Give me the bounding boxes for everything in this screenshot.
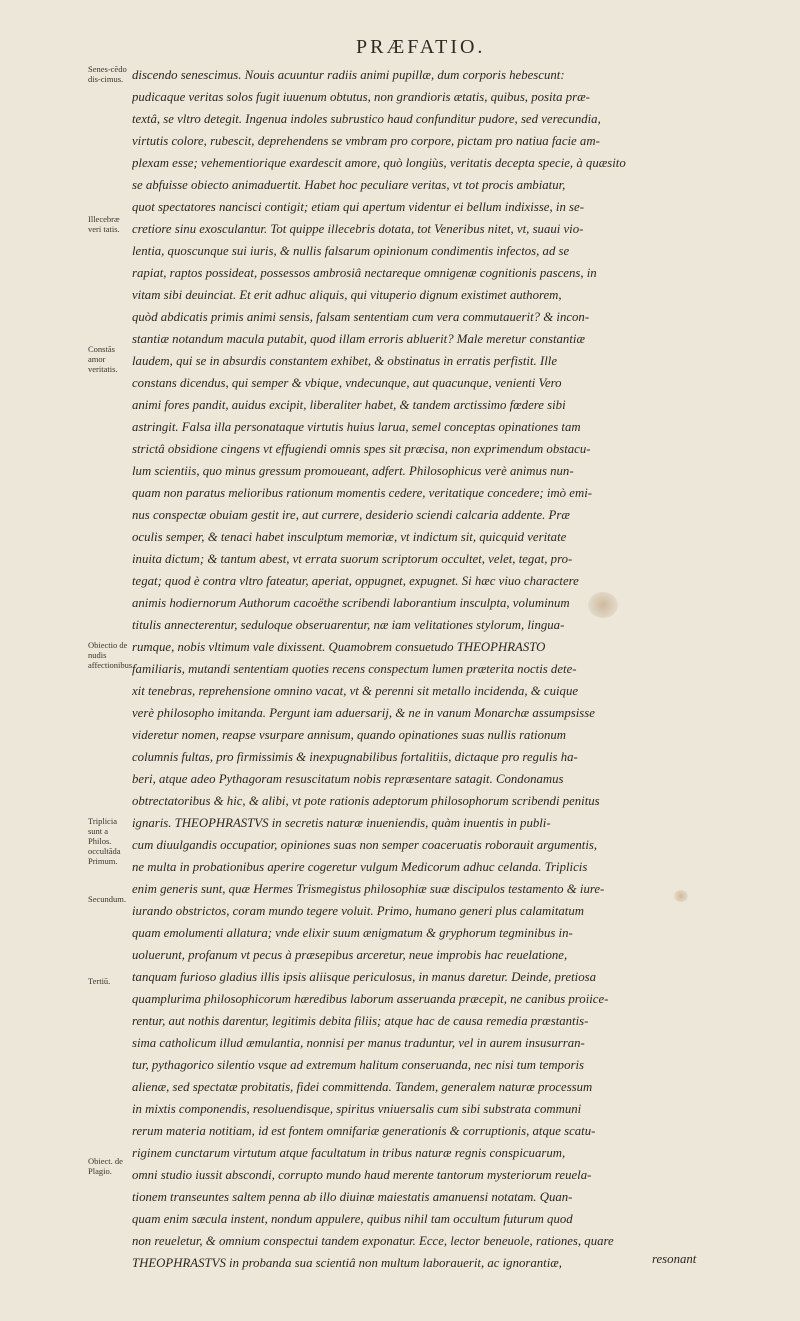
text-line: tionem transeuntes saltem penna ab illo diuinæ maiestatis amanuensi notatam. Quan-	[132, 1190, 573, 1204]
margin-note: Tertiū.	[88, 976, 111, 986]
text-line: rentur, aut nothis darentur, legitimis debita filiis; atque hac de causa remedia præstantis-	[132, 1014, 589, 1028]
text-line: columnis fultas, pro firmissimis & inexpugnabilibus fortalitiis, dictaque pro regulis ha-	[132, 750, 578, 764]
text-line: virtutis colore, rubescit, deprehendens se vmbram pro corpore, pictam pro natiua facie am-	[132, 134, 600, 148]
text-line: rerum materia notitiam, id est fontem omnifariæ generationis & corruptionis, atque scatu-	[132, 1124, 596, 1138]
text-line: laudem, qui se in absurdis constantem exhibet, & obstinatus in erratis perfistit. Ille	[132, 354, 557, 368]
text-line: rumque, nobis vltimum vale dixissent. Quamobrem consuetudo THEOPHRASTO	[132, 640, 546, 654]
text-line: riginem cunctarum virtutum atque facultatum in tribus naturæ regnis conspicuarum,	[132, 1146, 566, 1160]
text-line: lentia, quoscunque sui iuris, & nullis falsarum opinionum condimentis infectos, ad se	[132, 244, 570, 258]
text-line: omni studio iussit abscondi, corrupto mundo haud merente tantorum mysteriorum reuela-	[132, 1168, 592, 1182]
text-line: ignaris. THEOPHRASTVS in secretis naturæ inueniendis, quàm inuentis in publi-	[132, 816, 551, 830]
text-line: obtrectatoribus & hic, & alibi, vt pote rationis adeptorum philosophorum scribendi penitus	[132, 794, 600, 808]
text-line: tur, pythagorico silentio vsque ad extremum halitum conseruanda, nec nisi tum temporis	[132, 1058, 584, 1072]
text-line: sima catholicum illud æmulantia, nonnisi per manus traduntur, vel in aurem insusurran-	[132, 1036, 585, 1050]
text-line: inuita dictum; & tantum abest, vt errata suorum scriptorum occultet, velet, tegat, pro-	[132, 552, 573, 566]
text-line: rapiat, raptos possideat, possessos ambrosiâ nectareque omnigenæ cognitionis pascens, in	[132, 266, 597, 280]
text-line: strictâ obsidione cingens vt effugiendi omnis spes sit præcisa, non exprimendum obstacu-	[132, 442, 591, 456]
text-line: se abfuisse obiecto animaduertit. Habet hoc peculiare veritas, vt tot procis ambiatur,	[132, 178, 566, 192]
text-line: enim generis sunt, quæ Hermes Trismegistus philosophiæ suæ discipulos testamento & iure-	[132, 882, 605, 896]
text-line: alienæ, sed spectatæ probitatis, fidei committenda. Tandem, generalem naturæ processum	[132, 1080, 593, 1094]
text-line: quot spectatores nancisci contigit; etiam qui apertum videntur ei bellum indixisse, in se-	[132, 200, 584, 214]
text-line: familiaris, mutandi sententiam quoties recens conspectum lumen præterita noctis dete-	[132, 662, 577, 676]
text-line: tegat; quod è contra vltro fateatur, aperiat, oppugnet, expugnet. Si hæc viuo charactere	[132, 574, 579, 588]
catchword: resonant	[652, 1252, 697, 1266]
text-line: vitam sibi deuinciat. Et erit adhuc aliquis, qui vituperio dignum existimet authorem,	[132, 288, 562, 302]
text-line: cum diuulgandis occupatior, opiniones suas non semper coaceruatis roborauit argumentis,	[132, 838, 598, 852]
text-line: quamplurima philosophicorum hæredibus laborum asseruanda præcepit, ne canibus proiice-	[132, 992, 609, 1006]
margin-note: Secundum.	[88, 894, 127, 904]
text-line: constans dicendus, qui semper & vbique, vndecunque, aut quacunque, venienti Vero	[132, 376, 562, 390]
text-line: quam enim sæcula instent, nondum appulere, quibus nihil tam occultum futurum quod	[132, 1212, 573, 1226]
margin-note: Obiect. de Plagio.	[88, 1156, 123, 1176]
text-line: nus conspectæ obuiam gestit ire, aut currere, desiderio sciendi calcaria addente. Præ	[132, 508, 570, 522]
text-line: uoluerunt, profanum vt pecus à præsepibus arceretur, neue improbis hac reuelatione,	[132, 948, 568, 962]
text-line: stantiæ notandum macula putabit, quod illam erroris abluerit? Male meretur constantiæ	[132, 332, 585, 346]
text-line: animis hodiernorum Authorum cacoëthe scribendi laborantium insculpta, voluminum	[132, 596, 570, 610]
text-line: ne multa in probationibus aperire cogeretur vulgum Medicorum adhuc celanda. Triplicis	[132, 860, 588, 874]
text-line: beri, atque adeo Pythagoram resuscitatum nobis repræsentare satagit. Condonamus	[132, 772, 564, 786]
text-line: pudicaque veritas solos fugit iuuenum obtutus, non grandioris ætatis, quibus, posita præ-	[132, 90, 590, 104]
text-line: quòd abdicatis primis animi sensis, falsam sententiam cum vera commutauerit? & incon-	[132, 310, 590, 324]
running-header: PRÆFATIO.	[356, 36, 486, 58]
margin-note: Obiectio de nudis affectionibus.	[88, 640, 135, 670]
margin-note: Illecebræ veri tatis.	[88, 214, 120, 234]
text-line: cretiore sinu exosculantur. Tot quippe illecebris dotata, tot Veneribus nitet, vt, suaui vio-	[132, 222, 584, 236]
text-line: astringit. Falsa illa personataque virtutis huius larua, semel conceptas opinationes tam	[132, 420, 581, 434]
text-line: plexam esse; vehementiorique exardescit amore, quò longiùs, veritatis decepta specie, à quæsito	[132, 156, 626, 170]
text-line: THEOPHRASTVS in probanda sua scientiâ non multum laborauerit, ac ignorantiæ,	[132, 1256, 562, 1270]
text-line: tanquam furioso gladius illis ipsis aliisque periculosus, in manus daretur. Deinde, pretiosa	[132, 970, 597, 984]
text-line: non reueletur, & omnium conspectui tandem exponatur. Ecce, lector beneuole, rationes, quare	[132, 1234, 614, 1248]
margin-note: Senes-cēdo dis-cimus.	[88, 64, 127, 84]
text-line: quam non paratus melioribus rationum momentis cedere, veritatique concedere; imò emi-	[132, 486, 593, 500]
text-line: quam emolumenti allatura; vnde elixir suum ænigmatum & gryphorum tegminibus in-	[132, 926, 573, 940]
text-line: verè philosopho imitanda. Pergunt iam aduersarij, & ne in vanum Monarchæ assumpsisse	[132, 706, 595, 720]
text-line: xit tenebras, reprehensione omnino vacat, vt & perenni sit metallo incidenda, & cuique	[132, 684, 579, 698]
text-line: animi fores pandit, auidus excipit, liberaliter habet, & tandem arctissimo fœdere sibi	[132, 398, 566, 412]
margin-note: Constās amor veritatis.	[88, 344, 118, 374]
text-line: in mixtis componendis, resoluendisque, spiritus vniuersalis cum sibi substrata communi	[132, 1102, 582, 1116]
text-line: discendo senescimus. Nouis acuuntur radiis animi pupillæ, dum corporis hebescunt:	[132, 68, 565, 82]
margin-note: Triplicia sunt a Philos. occultāda Primum.	[88, 816, 121, 866]
text-line: textâ, se vltro detegit. Ingenua indoles subrustico haud confunditur pudore, sed verecundia,	[132, 112, 601, 126]
text-line: oculis semper, & tenaci habet insculptum memoriæ, vt indictum sit, quicquid veritate	[132, 530, 567, 544]
text-line: iurando obstrictos, coram mundo tegere voluit. Primo, humano generi plus calamitatum	[132, 904, 585, 918]
text-line: videretur nomen, reapse vsurpare annisum, quando opinationes suas nullis rationum	[132, 728, 567, 742]
text-line: titulis annecterentur, seduloque obseruarentur, næ iam velitationes stylorum, lingua-	[132, 618, 565, 632]
text-line: lum scientiis, quo minus gressum promoueant, adfert. Philosophicus verè animus nun-	[132, 464, 574, 478]
